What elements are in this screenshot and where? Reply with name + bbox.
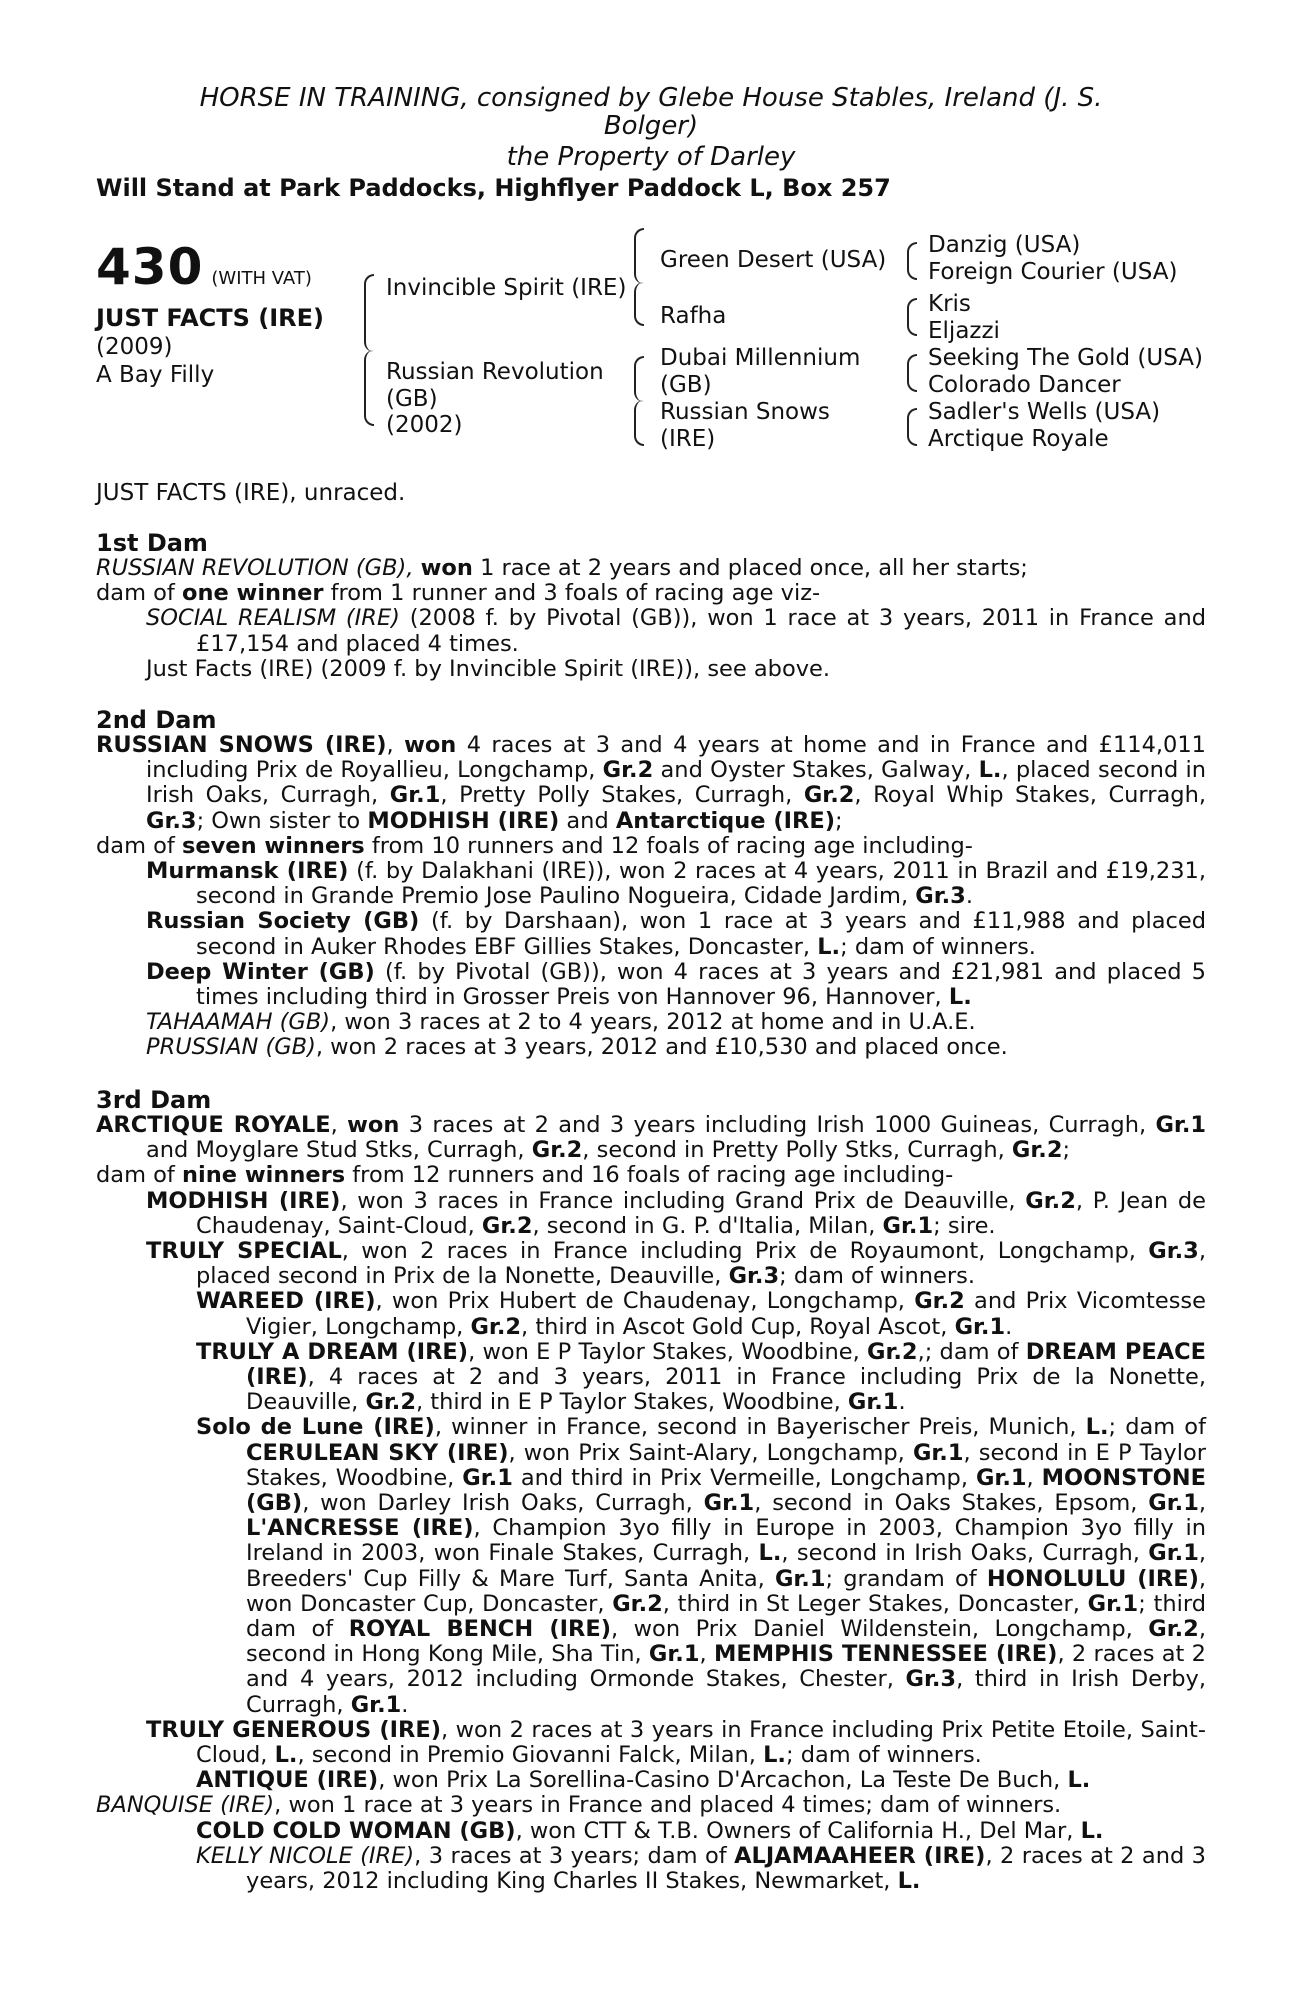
produce-entry: TRULY GENEROUS (IRE), won 2 races at 3 years in France including Prix Petite Etoile, Saint-Cloud, L., second in Premio Giovanni Falck, Milan, L.; dam of winners. (146, 1716, 1206, 1769)
produce-entry: TRULY SPECIAL, won 2 races in France including Prix de Royaumont, Longchamp, Gr.3, placed second in Prix de la Nonette, Deauville, Gr.3; dam of winners. (146, 1238, 1206, 1290)
race-record: JUST FACTS (IRE), unraced. (96, 480, 406, 506)
pedigree-g3-2: Foreign Courier (USA) (928, 259, 1178, 285)
dam-summary: ARCTIQUE ROYALE, won 3 races at 2 and 3 years including Irish 1000 Guineas, Curragh, Gr.1 and Moyglare Stud Stks, Curragh, Gr.2, second in Pretty Polly Stks, Curragh, Gr.2; (96, 1112, 1207, 1164)
pedigree-g3-4: Eljazzi (928, 318, 1000, 344)
pedigree-g3-6: Colorado Dancer (928, 372, 1121, 398)
dam-summary: RUSSIAN SNOWS (IRE), won 4 races at 3 and 4 years at home and in France and £114,011 including Prix de Royallieu, Longchamp, Gr.2 and Oyster Stakes, Galway, L., placed second in Irish Oaks, Curragh, Gr.1, Pretty Polly Stakes, Curragh, Gr.2, Royal Whip Stakes, Curragh, Gr.3; Own sister to MODHISH (IRE) and Antarctique (IRE); (96, 732, 1207, 834)
produce-entry: KELLY NICOLE (IRE), 3 races at 3 years; dam of ALJAMAAHEER (IRE), 2 races at 2 and 3 years, 2012 including King Charles II Stakes, Newmarket, L. (196, 1842, 1206, 1895)
consignor-line-2: Bolger) (603, 111, 699, 141)
pedigree-sire: Invincible Spirit (IRE) (386, 275, 627, 301)
produce-entry: Deep Winter (GB) (f. by Pivotal (GB)), won 4 races at 3 years and £21,981 and placed 5 times including third in Grosser Preis von Hannover 96, Hannover, L. (146, 958, 1206, 1011)
brace-sd (907, 298, 917, 336)
dam-summary: RUSSIAN REVOLUTION (GB), won 1 race at 2 years and placed once, all her starts; (96, 555, 1028, 581)
produce-entry: MODHISH (IRE), won 3 races in France including Grand Prix de Deauville, Gr.2, P. Jean de Chaudenay, Saint-Cloud, Gr.2, second in G. P. d'Italia, Milan, Gr.1; sire. (146, 1187, 1206, 1239)
lot-number: 430 (96, 238, 204, 296)
brace-sire-lower (634, 282, 644, 326)
brace-dam-lower (634, 400, 644, 446)
brace-dam-upper (634, 356, 644, 402)
consignor-line: HORSE IN TRAINING, consigned by Glebe House Stables, Ireland (J. S. (199, 83, 1103, 113)
produce-entry: Russian Society (GB) (f. by Darshaan), won 1 race at 3 years and £11,988 and placed second in Auker Rhodes EBF Gillies Stakes, Doncaster, L.; dam of winners. (146, 908, 1206, 960)
produce-entry: SOCIAL REALISM (IRE) (2008 f. by Pivotal (GB)), won 1 race at 3 years, 2011 in France and £17,154 and placed 4 times. (146, 605, 1206, 657)
produce-entry: COLD COLD WOMAN (GB), won CTT & T.B. Owners of California H., Del Mar, L. (196, 1817, 1104, 1844)
first-dam-section (96, 530, 1206, 682)
produce-entry: PRUSSIAN (GB), won 2 races at 3 years, 2012 and £10,530 and placed once. (146, 1034, 1008, 1061)
pedigree-dam-dam: Russian Snows (660, 399, 830, 425)
pedigree-dam-dam-country: (IRE) (660, 426, 716, 452)
brace-sire-top (364, 274, 374, 352)
pedigree-g3-1: Danzig (USA) (928, 232, 1081, 258)
produce-entry: Solo de Lune (IRE), winner in France, second in Bayerischer Preis, Munich, L.; dam of CERULEAN SKY (IRE), won Prix Saint-Alary, Longchamp, Gr.1, second in E P Taylor Stakes, Woodbine, Gr.1 and third in Prix Vermeille, Longchamp, Gr.1, MOONSTONE (GB), won Darley Irish Oaks, Curragh, Gr.1, second in Oaks Stakes, Epsom, Gr.1, L'ANCRESSE (IRE), Champion 3yo filly in Europe in 2003, Champion 3yo filly in Ireland in 2003, won Finale Stakes, Curragh, L., second in Irish Oaks, Curragh, Gr.1, Breeders' Cup Filly & Mare Turf, Santa Anita, Gr.1; grandam of HONOLULU (IRE), won Doncaster Cup, Doncaster, Gr.2, third in St Leger Stakes, Doncaster, Gr.1; third dam of ROYAL BENCH (IRE), won Prix Daniel Wildenstein, Longchamp, Gr.2, second in Hong Kong Mile, Sha Tin, Gr.1, MEMPHIS TENNESSEE (IRE), 2 races at 2 and 4 years, 2012 including Ormonde Stakes, Chester, Gr.3, third in Irish Derby, Curragh, Gr.1. (196, 1414, 1207, 1718)
pedigree-sire-dam: Rafha (660, 303, 727, 329)
property-line: the Property of Darley (506, 142, 796, 172)
stand-location: Will Stand at Park Paddocks, Highflyer Paddock L, Box 257 (96, 174, 891, 202)
section-title: 1st Dam (96, 529, 208, 557)
pedigree-dam-year: (2002) (386, 412, 463, 438)
pedigree-g3-5: Seeking The Gold (USA) (928, 345, 1203, 371)
horse-name: JUST FACTS (IRE) (96, 304, 325, 332)
produce-summary: dam of seven winners from 10 runners and 12 foals of racing age including- (96, 832, 973, 859)
pedigree-g3-7: Sadler's Wells (USA) (928, 399, 1161, 425)
brace-ds (907, 354, 917, 392)
produce-entry: TRULY A DREAM (IRE), won E P Taylor Stakes, Woodbine, Gr.2,; dam of DREAM PEACE (IRE), 4 races at 2 and 3 years, 2011 in France including Prix de la Nonette, Deauville, Gr.2, third in E P Taylor Stakes, Woodbine, Gr.1. (196, 1338, 1207, 1416)
foaling-year: (2009) (96, 334, 173, 360)
pedigree-sire-sire: Green Desert (USA) (660, 247, 887, 273)
produce-entry: Murmansk (IRE) (f. by Dalakhani (IRE)), won 2 races at 4 years, 2011 in Brazil and £19,231, second in Grande Premio Jose Paulino Nogueira, Cidade Jardim, Gr.3. (146, 858, 1206, 910)
pedigree-dam: Russian Revolution (386, 359, 604, 385)
pedigree-g3-8: Arctique Royale (928, 426, 1109, 452)
brace-dam-bottom (364, 350, 374, 426)
produce-summary: dam of nine winners from 12 runners and 16 foals of racing age including- (96, 1162, 954, 1189)
section-title: 3rd Dam (96, 1086, 212, 1114)
produce-entry: Just Facts (IRE) (2009 f. by Invincible Spirit (IRE)), see above. (146, 655, 831, 682)
produce-entry: BANQUISE (IRE), won 1 race at 3 years in France and placed 4 times; dam of winners. (96, 1792, 1062, 1819)
section-title: 2nd Dam (96, 706, 217, 734)
brace-sire-upper (634, 228, 644, 284)
second-dam-section (96, 707, 1206, 1061)
third-dam-section (96, 1087, 1206, 1894)
pedigree-g3-3: Kris (928, 291, 971, 317)
produce-entry: ANTIQUE (IRE), won Prix La Sorellina-Casino D'Arcachon, La Teste De Buch, L. (196, 1767, 1091, 1794)
pedigree-dam-sire: Dubai Millennium (660, 345, 861, 371)
lot-number-block (96, 238, 312, 296)
pedigree-dam-sire-country: (GB) (660, 372, 712, 398)
pedigree-dam-country: (GB) (386, 386, 438, 412)
produce-entry: WAREED (IRE), won Prix Hubert de Chaudenay, Longchamp, Gr.2 and Prix Vicomtesse Vigier, Longchamp, Gr.2, third in Ascot Gold Cup, Royal Ascot, Gr.1. (196, 1288, 1206, 1340)
brace-dd (907, 408, 917, 446)
produce-summary: dam of one winner from 1 runner and 3 foals of racing age viz- (96, 580, 821, 607)
horse-description: A Bay Filly (96, 362, 215, 388)
produce-entry: TAHAAMAH (GB), won 3 races at 2 to 4 years, 2012 at home and in U.A.E. (146, 1009, 976, 1036)
brace-ss (907, 242, 917, 280)
vat-note: (WITH VAT) (211, 268, 312, 289)
